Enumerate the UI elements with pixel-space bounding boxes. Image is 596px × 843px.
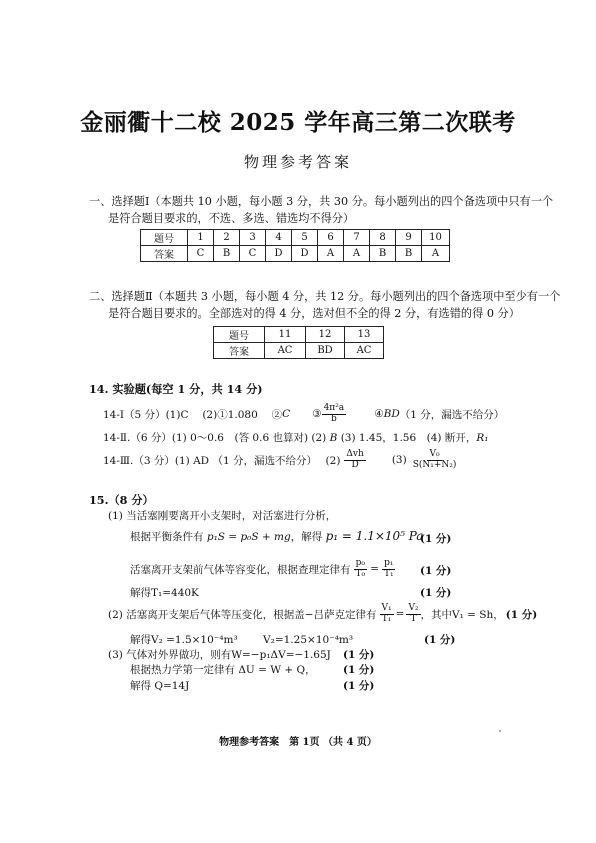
- q14-part1-circ3: ③: [312, 408, 322, 420]
- score-mark: (1 分): [420, 565, 452, 577]
- score-mark: (1 分): [420, 533, 452, 545]
- table-cell: 13: [345, 327, 384, 343]
- q15-charles-text: 活塞离开支架前气体等容变化，根据查理定律有: [130, 563, 351, 576]
- table-cell: 2: [214, 230, 240, 246]
- score-mark: (1 分): [505, 608, 538, 621]
- fraction-denominator: S(N₁+N₂): [412, 459, 457, 470]
- table-cell: 1: [188, 230, 214, 246]
- q15-part2-line: (2) 活塞离开支架后气体等压变化，根据盖−吕萨克定律有 $\frac{\text{V₁}}{\text{T₁}}$ = $\frac{\text{V₂}}{T}$ ，其中V₁ = Sh， (1 分): [108, 603, 538, 624]
- table-cell: 7: [344, 230, 370, 246]
- q14-part1-line: [103, 400, 504, 428]
- table-cell: 8: [370, 230, 396, 246]
- q14-part2-B: B: [329, 432, 338, 444]
- q14-part1-circ4: ④: [374, 408, 384, 420]
- q14-part1-fraction: [322, 404, 347, 424]
- q14-part3-fraction2: [411, 450, 459, 470]
- q14-part1-note: （1 分，漏选不给分）: [399, 408, 505, 421]
- q15-equilibrium-line: [130, 529, 423, 544]
- table-cell: B: [396, 246, 422, 262]
- score-mark: (1 分): [420, 587, 452, 599]
- section2-answer-table: [213, 326, 384, 359]
- section1-answer-table: [140, 229, 450, 262]
- fraction-numerator: 4π²a: [323, 403, 345, 414]
- page-footer: 物理参考答案 第 1页 （共 4 页）: [219, 737, 377, 748]
- table-cell: BD: [306, 343, 345, 359]
- q14-part3-line: [103, 446, 458, 474]
- q15-volume-v2-alt: V₂=1.25×10⁻⁴m³: [263, 634, 354, 646]
- q15-equilibrium-result: p₁ = 1.1×10⁵ Pa: [325, 529, 424, 543]
- fraction-denominator: D: [351, 459, 359, 470]
- score-mark: (1 分): [343, 649, 375, 661]
- q14-part2-line: [103, 430, 489, 445]
- score-mark: (1 分): [424, 634, 456, 646]
- page-title: 金丽衢十二校 2025 学年高三第二次联考: [80, 109, 516, 136]
- table-cell: 6: [318, 230, 344, 246]
- q15-equilibrium-solve: ，解得: [290, 531, 323, 543]
- fraction-denominator: b: [330, 413, 337, 424]
- q15-equilibrium-text: 根据平衡条件有: [130, 531, 204, 543]
- q15-volume-v2: 解得V₂ =1.5×10⁻⁴m³: [130, 634, 238, 646]
- table-header-cell: 答案: [141, 246, 188, 262]
- table-cell: B: [214, 246, 240, 262]
- scan-speck: [499, 730, 501, 732]
- table-cell: AC: [265, 343, 306, 359]
- table-cell: AC: [345, 343, 384, 359]
- section2-heading-line1: 二、选择题Ⅱ（本题共 3 小题，每小题 4 分，共 12 分。每小题列出的四个备选项中至少有一个: [89, 290, 561, 303]
- q14-part3-text: 14-Ⅲ.（3 分）(1) AD （1 分，漏选不给分） (2): [103, 454, 341, 467]
- q15-charles-fraction2: [382, 559, 396, 579]
- table-cell: 9: [396, 230, 422, 246]
- fraction-denominator: T₀: [355, 568, 366, 579]
- table-cell: B: [370, 246, 396, 262]
- table-cell: 3: [240, 230, 266, 246]
- table-cell: A: [344, 246, 370, 262]
- page-subtitle: 物理参考答案: [243, 153, 352, 171]
- table-header-cell: 题号: [141, 230, 188, 246]
- table-cell: A: [318, 246, 344, 262]
- table-cell: 5: [292, 230, 318, 246]
- fraction-numerator: V₂: [408, 603, 419, 614]
- q15-volume-line: [130, 632, 353, 647]
- table-cell: 10: [422, 230, 450, 246]
- table-header-cell: 题号: [214, 327, 265, 343]
- q15-charles-line: 活塞离开支架前气体等容变化，根据查理定律有 $\frac{\text{p₀}}{\text{T₀}}$ = $\frac{\text{p₁}}{\text{T₁}}$: [130, 558, 394, 579]
- table-row: [141, 246, 450, 262]
- table-cell: 11: [265, 327, 306, 343]
- section1-heading-line1: 一、选择题Ⅰ（本题共 10 小题，每小题 3 分，共 30 分。每小题列出的四个备选项中只有一个: [89, 195, 554, 208]
- q14-part2-tail: (3) 1.45，1.56 (4) 断开，: [340, 432, 477, 444]
- table-cell: 4: [266, 230, 292, 246]
- table-cell: A: [422, 246, 450, 262]
- table-cell: 12: [306, 327, 345, 343]
- q15-t1-result: 解得T₁=440K: [130, 587, 199, 599]
- table-cell: D: [266, 246, 292, 262]
- table-row: [214, 343, 384, 359]
- q14-part1-text: 14-Ⅰ（5 分）(1)C (2)①1.080 ②: [103, 408, 283, 421]
- q15-charles-fraction1: [354, 559, 368, 579]
- fraction-numerator: Δvh: [346, 449, 364, 460]
- section1-heading-line2: 是符合题目要求的，不选、多选、错选均不得分）: [108, 212, 355, 225]
- table-cell: C: [188, 246, 214, 262]
- table-row: [141, 230, 450, 246]
- score-mark: (1 分): [343, 664, 375, 676]
- table-row: [214, 327, 384, 343]
- table-header-cell: 答案: [214, 343, 265, 359]
- q15-heat-result: 解得 Q=14J: [130, 680, 190, 692]
- q15-part2-fraction2: [406, 604, 420, 624]
- q14-part1-C: C: [282, 408, 291, 420]
- q15-heading: 15.（8 分）: [89, 493, 154, 507]
- q15-part2-tail: ，其中V₁ = Sh，: [420, 608, 504, 621]
- fraction-denominator: T₁: [383, 568, 394, 579]
- fraction-numerator: p₁: [384, 558, 394, 569]
- score-mark: (1 分): [343, 680, 375, 692]
- fraction-denominator: T: [410, 613, 417, 624]
- q15-part2-fraction1: [380, 604, 394, 624]
- table-cell: C: [240, 246, 266, 262]
- q15-work-line: (3) 气体对外界做功，则有W=−p₁ΔV=−1.65J: [108, 649, 331, 661]
- fraction-numerator: V₀: [429, 449, 440, 460]
- q14-part1-BD: BD: [383, 408, 400, 420]
- q15-equilibrium-equation: p₁S = p₀S + mg: [206, 531, 291, 543]
- q14-heading: 14. 实验题(每空 1 分，共 14 分): [89, 382, 263, 396]
- fraction-denominator: T₁: [381, 613, 392, 624]
- q15-first-law-line: 根据热力学第一定律有 ΔU = W + Q，: [130, 664, 316, 676]
- q14-part3-fraction1: [344, 450, 365, 470]
- q14-part2-R1: R₁: [476, 432, 489, 444]
- q15-part1-intro: (1) 当活塞刚要离开小支架时，对活塞进行分析，: [108, 510, 337, 522]
- fraction-numerator: p₀: [355, 558, 365, 569]
- section2-heading-line2: 是符合题目要求的。全部选对的得 4 分，选对但不全的得 2 分，有选错的得 0 分）: [108, 307, 520, 320]
- fraction-numerator: V₁: [381, 603, 392, 614]
- q14-part3-label3: (3): [391, 454, 407, 466]
- q14-part2-text: 14-Ⅱ.（6 分）(1) 0～0.6 (答 0.6 也算对) (2): [103, 432, 327, 444]
- q15-part2-text: (2) 活塞离开支架后气体等压变化，根据盖−吕萨克定律有: [108, 608, 377, 621]
- table-cell: D: [292, 246, 318, 262]
